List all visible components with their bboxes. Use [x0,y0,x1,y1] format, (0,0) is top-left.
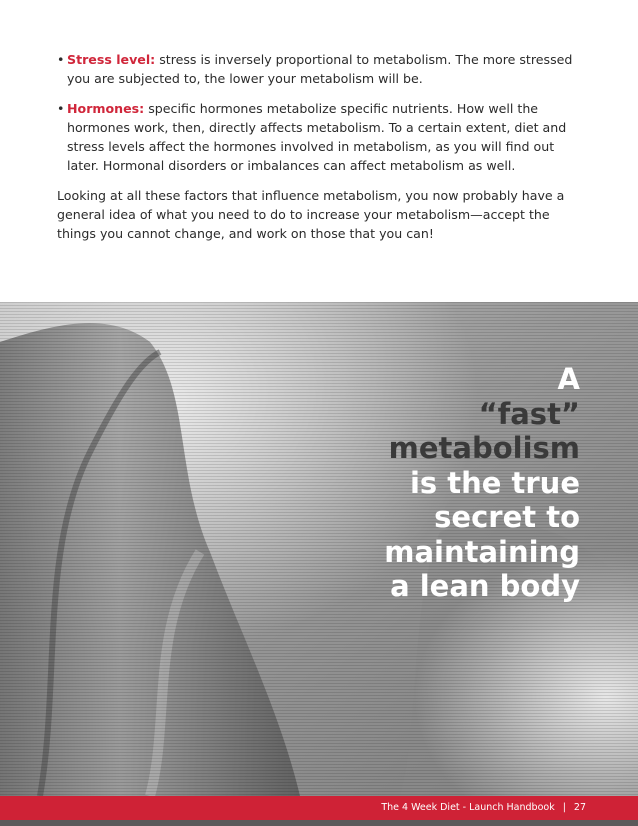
pull-quote-line: a lean body [390,569,580,603]
bullet-text: stress is inversely proportional to metabolism. The more stressed you are subjected to, the lower your metabolism will be. [67,52,573,86]
pull-quote [340,362,580,604]
footer-bar [0,796,638,820]
bullet-dot: • [57,101,65,116]
body-text [57,50,587,243]
pull-quote-line: A [557,362,580,396]
bullet-item-stress [57,50,587,88]
footer-separator: | [562,802,566,813]
page-number: 27 [573,802,586,813]
pull-quote-line: maintaining [384,534,580,569]
pull-quote-line: is the true [409,465,580,500]
pull-quote-line: metabolism [388,431,580,465]
bullet-term: Hormones: [67,101,145,116]
bullet-body [67,50,587,88]
footer-strip [0,820,638,826]
footer-text [381,796,586,820]
bullet-term: Stress level: [67,52,156,67]
bullet-body [67,99,587,175]
summary-paragraph: Looking at all these factors that influence metabolism, you now probably have a general idea of what you need to do to increase your metabolism—accept the things you cannot change, and work on those that you can! [57,188,565,241]
bullet-dot: • [57,52,65,67]
bullet-text: specific hormones metabolize specific nutrients. How well the hormones work, then, directly affects metabolism. To a certain extent, diet and stress levels affect the hormones involved in metabolism, as you will find out later. Hormonal disorders or imbalances can affect metabolism as well. [67,101,567,173]
pull-quote-line: “fast” [478,396,580,431]
footer-title: The 4 Week Diet - Launch Handbook [381,802,555,813]
pull-quote-line: secret to [434,500,580,534]
bullet-item-hormones [57,99,587,175]
